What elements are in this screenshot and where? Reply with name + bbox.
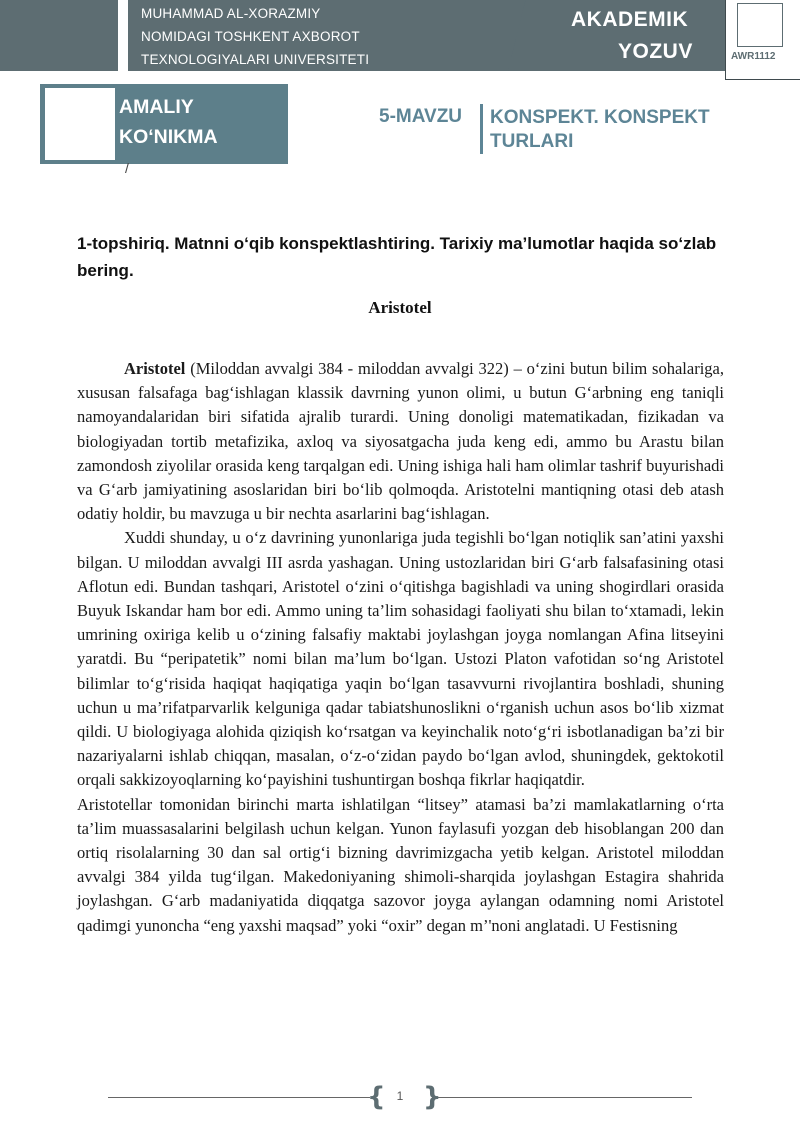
section-badge-line-1: AMALIY <box>119 96 194 118</box>
footer-bracket-left: { <box>367 1082 386 1112</box>
paragraph-1-text: (Miloddan avvalgi 384 - miloddan avvalgi 322) – o‘zini butun bilim sohalariga, xususan falsafaga bag‘ishlagan klassik davrning yunon olimi, u butun G‘arbning eng taniqli namoyandalaridan biri sifatida ajralib turardi. Uning donoligi matematikadan, fizikadan va biologiyadan tortib metafizika, axloq va siyosatgacha juda keng edi, ammo bu Arastu bilan zamondosh ziyolilar orasida keng tarqalgan edi. Uning ishiga hali ham olimlar tashrif buyurishadi va G‘arb jamiyatining asoslaridan biri bo‘lib qolmoqda. Aristotelni mantiqning otasi deb atash odatiy holdir, bu mavzuga u bir nechta asarlarini bag‘ishlagan. <box>77 359 724 524</box>
section-badge-line-2: KO‘NIKMA <box>119 126 218 148</box>
paragraph-3: Aristotellar tomonidan birinchi marta ishlatilgan “litsey” atamasi ba’zi mamlakatlarning o‘rta ta’lim muassasalarini belgilash uchun kelgan. Yunon faylasufi yozgan deb hisoblangan 200 dan ortiq risolalarning 30 dan sal ortig‘i bizning davrimizgacha yetib kelgan. Aristotel miloddan avvalgi 384 yilda tug‘ilgan. Makedoniyaning shimoli-sharqida joylashgan Estagira shahrida joylashgan. G‘arb madaniyatida diqqatga sazovor joyga aylangan odamning nomi Aristotel qadimgi yunoncha “eng yaxshi maqsad” yoki “oxir” degan m’'noni anglatadi. U Festisning <box>77 794 724 935</box>
university-name-line-3: TEXNOLOGIYALARI UNIVERSITETI <box>141 52 370 67</box>
topic-title: KONSPEKT. KONSPEKT TURLARI <box>490 107 710 152</box>
section-badge-square <box>45 88 115 160</box>
brand-line-2: YOZUV <box>618 40 693 63</box>
footer-bracket-right: } <box>423 1082 442 1112</box>
university-name-line-2: NOMIDAGI TOSHKENT AXBOROT <box>141 29 360 44</box>
paragraph-1 <box>77 357 724 526</box>
header-band-gap <box>118 0 128 71</box>
course-code-frame <box>737 3 783 47</box>
course-code: AWR1112 <box>731 51 776 62</box>
footer-rule-left <box>108 1097 370 1098</box>
badge-mark: / <box>125 160 129 176</box>
document-title: Aristotel <box>368 298 432 317</box>
topic-number: 5-MAVZU <box>379 106 463 127</box>
task-heading: 1-topshiriq. Matnni o‘qib konspektlashtiring. Tarixiy ma’lumotlar haqida so‘zlab bering. <box>77 234 717 280</box>
topic-divider <box>480 104 483 154</box>
university-name-line-1: MUHAMMAD AL-XORAZMIY <box>141 6 321 21</box>
header-band-left <box>0 0 118 71</box>
page-number: 1 <box>396 1089 404 1103</box>
footer-rule-right <box>432 1097 692 1098</box>
document-body <box>77 357 724 938</box>
paragraph-1-lead: Aristotel <box>124 359 186 378</box>
paragraph-2: Xuddi shunday, u o‘z davrining yunonlariga juda tegishli bo‘lgan notiqlik san’atini yaxshi bilgan. U miloddan avvalgi III asrda yashagan. Uning ustozlaridan biri G‘arb falsafasining otasi Aflotun edi. Bundan tashqari, Aristotel o‘zini o‘qitishga bagishladi va uning shogirdlari orasida Buyuk Iskandar ham bor edi. Ammo uning ta’lim sohasidagi faoliyati shu bilan to‘xtamadi, lekin umrining oxiriga kelib u o‘zining falsafiy maktabi joylashgan joyga nomlangan Afina litseyini yaratdi. Bu “peripatetik” nomi bilan ma’lum bo‘lgan. Ustozi Platon vafotidan so‘ng Aristotel bilimlar to‘g‘risida haqiqat haqiqatiga yaqin bo‘lgan tasavvurni rivojlantira boshladi, shuning uchun u ma’rifatparvarlik kelguniga qadar tabiatshunoslikni o‘rganish uchun asos bo‘lib xizmat qildi. U biologiyaga alohida qiziqish ko‘rsatgan va keyinchalik noto‘g‘ri isbotlanadigan ba’zi bir nazariyalarni ishlab chiqqan, masalan, o‘z-o‘zidan paydo bo‘lgan avlod, shuningdek, gektokotil orqali sakkizoyoqlarning ko‘payishini tushuntirgan boshqa fikrlar haqiqatdir. <box>77 528 724 790</box>
brand-line-1: AKADEMIK <box>571 8 689 31</box>
